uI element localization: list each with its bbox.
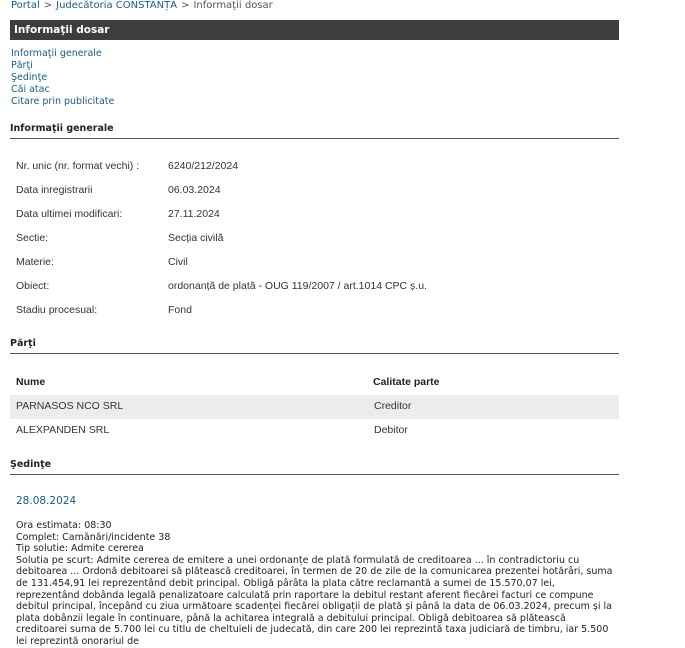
info-label: Nr. unic (nr. format vechi) :	[16, 160, 140, 172]
breadcrumb-separator: >	[43, 0, 53, 11]
session-time: Ora estimata: 08:30	[16, 520, 112, 531]
info-label: Data inregistrarii	[16, 184, 93, 196]
party-role: Debitor	[374, 424, 408, 436]
section-heading-parti: Părţi	[10, 338, 619, 354]
section-heading-sedinte: Şedinţe	[10, 459, 619, 475]
breadcrumb-portal-link[interactable]: Portal	[11, 0, 40, 11]
session-panel: Complet: Camănări/incidente 38	[16, 531, 171, 543]
breadcrumb	[11, 0, 273, 11]
breadcrumb-separator: >	[181, 0, 190, 11]
nav-link-sedinte[interactable]: Şedinţe	[11, 72, 48, 83]
party-role: Creditor	[374, 400, 412, 412]
breadcrumb-current: Informaţii dosar	[193, 0, 273, 11]
info-value: 6240/212/2024	[168, 160, 239, 172]
info-label: Stadiu procesual:	[16, 304, 98, 316]
breadcrumb-court-link[interactable]: Judecătoria CONSTANȚA	[56, 0, 178, 11]
info-label: Obiect:	[16, 280, 50, 292]
nav-link-citare-publicitate[interactable]: Citare prin publicitate	[11, 96, 115, 107]
section-nav	[11, 48, 114, 108]
page-title: Informaţii dosar	[10, 20, 619, 40]
session-date-link[interactable]: 28.08.2024	[16, 495, 77, 507]
info-label: Materie:	[16, 256, 54, 268]
table-row	[10, 395, 619, 419]
party-name: ALEXPANDEN SRL	[16, 424, 110, 436]
info-value: Secția civilă	[168, 232, 224, 244]
nav-link-cai-atac[interactable]: Căi atac	[11, 84, 50, 95]
info-value: 27.11.2024	[168, 208, 220, 220]
session-solution-summary: Solutia pe scurt: Admite cererea de emitere a unei ordonanțe de plată formulată de creditoarea ... în contradictoriu cu debitoarea ... Ordonă debitoarei să plătească creditoarei, în termen de 20 de zile de la comunicarea prezentei hotărâri, suma de 131.454,91 lei reprezentând debit principal. Obligă pârâta la plata către reclamantă a sumei de 15.570,07 lei, reprezentând dobânda legală penalizatoare calculată prin raportare la debitul restant aferent fiecărei facturi ce compune debitul principal, începând cu ziua următoare scadenței fiecărei obligații de plată și până la data de 06.03.2024, precum și la plata dobânzii legale în continuare, până la achitarea integrală a debitului principal. Obligă debitoarea să plătească creditoarei suma de 5.700 lei cu titlu de cheltuieli de judecată, din care 200 lei reprezintă taxa judiciară de timbru, iar 5.500 lei reprezintă onorariul de	[16, 554, 613, 647]
table-row	[10, 419, 619, 443]
session-details	[16, 520, 616, 648]
session-solution-type: Tip solutie: Admite cererea	[16, 543, 144, 555]
nav-link-parti[interactable]: Părţi	[11, 60, 33, 71]
nav-link-informatii-generale[interactable]: Informaţii generale	[11, 48, 102, 59]
info-label: Data ultimei modificari:	[16, 208, 123, 220]
info-value: Fond	[168, 304, 192, 316]
info-value: Civil	[168, 256, 188, 268]
info-label: Sectie:	[16, 232, 49, 244]
column-header-role: Calitate parte	[373, 376, 440, 388]
section-heading-general: Informaţii generale	[10, 123, 619, 139]
party-name: PARNASOS NCO SRL	[16, 400, 124, 412]
column-header-name: Nume	[16, 376, 46, 388]
info-value: ordonanță de plată - OUG 119/2007 / art.1014 CPC ș.u.	[168, 280, 427, 292]
info-value: 06.03.2024	[168, 184, 221, 196]
